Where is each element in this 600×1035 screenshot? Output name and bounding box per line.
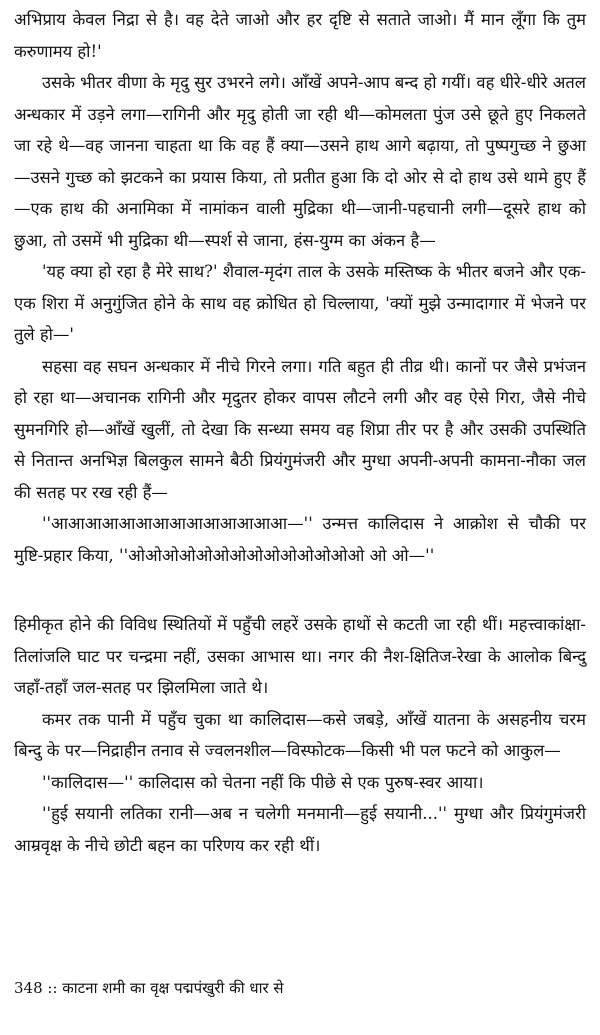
page-footer: 348 :: काटना शमी का वृक्ष पद्मपंखुरी की धार से <box>14 979 284 997</box>
paragraph-veena: उसके भीतर वीणा के मृदु सुर उभरने लगे। आँखें अपने-आप बन्द हो गयीं। वह धीरे-धीरे अतल अन्धकार में उड़ने लगा—रागिनी और मृदु होती जा रही थी—कोमलता पुंज उसे छूते हुए निकलते जा रहे थे—वह जानना चाहता था कि वह हैं क्या—उसने हाथ आगे बढ़ाया, तो पुष्पगुच्छ ने छुआ—उसने गुच्छ को झटकने का प्रयास किया, तो प्रतीत हुआ कि दो ओर से दो हाथ उसे थामे हुए हैं—एक हाथ की अनामिका में नामांकन वाली मुद्रिका थी—जानी-पहचानी लगी—दूसरे हाथ को छुआ, तो उसमें भी मुद्रिका थी—स्पर्श से जाना, हंस-युग्म का अंकन है— <box>14 73 586 250</box>
paragraph-voice: ''कालिदास—'' कालिदास को चेतना नहीं कि पीछे से एक पुरुष-स्वर आया। <box>42 772 484 792</box>
paragraph-outcry: ''आआआआआआआआआआआआआआ—'' उन्मत्त कालिदास ने आक्रोश से चौकी पर मुष्टि-प्रहार किया, ''ओओओओओओओओओओओओओओ ओ ओ—'' <box>14 514 586 565</box>
paragraph-continuation: अभिप्राय केवल निद्रा से है। वह देते जाओ और हर दृष्टि से सताते जाओ। मैं मान लूँगा कि तुम करुणामय हो!' <box>14 10 586 61</box>
paragraph-song: ''हुई सयानी लतिका रानी—अब न चलेगी मनमानी—हुई सयानी...'' मुग्धा और प्रियंगुमंजरी आम्रवृक्ष के नीचे छोटी बहन का परिणय कर रही थीं। <box>14 804 586 855</box>
book-page <box>14 4 586 1024</box>
paragraph-waves: हिमीकृत होने की विविध स्थितियों में पहुँची लहरें उसके हाथों से कटती जा रही थीं। महत्त्वाकांक्षा-तिलांजलि घाट पर चन्द्रमा नहीं, उसका आभास था। नगर की नैश-क्षितिज-रेखा के आलोक बिन्दु जहाँ-तहाँ जल-सतह पर झिलमिला जाते थे। <box>14 615 586 697</box>
section-break <box>14 571 586 609</box>
paragraph-dialogue: 'यह क्या हो रहा है मेरे साथ?' शैवाल-मृदंग ताल के उसके मस्तिष्क के भीतर बजने और एक-एक शिरा में अनुगुंजित होने के साथ वह क्रोधित हो चिल्लाया, 'क्यों मुझे उन्मादागार में भेजने पर तुले हो—' <box>14 262 586 344</box>
paragraph-waist-deep: कमर तक पानी में पहुँच चुका था कालिदास—कसे जबड़े, आँखें यातना के असहनीय चरम बिन्दु के पर—निद्राहीन तनाव से ज्वलनशील—विस्फोटक—किसी भी पल फटने को आकुल— <box>14 709 586 760</box>
paragraph-falling: सहसा वह सघन अन्धकार में नीचे गिरने लगा। गति बहुत ही तीव्र थी। कानों पर जैसे प्रभंजन हो रहा था—अचानक रागिनी और मृदुतर होकर वापस लौटने लगी और वह ऐसे गिरा, जैसे नीचे सुमनगिरि हो—आँखें खुलीं, तो देखा कि सन्ध्या समय वह शिप्रा तीर पर है और उसकी उपस्थिति से नितान्त अनभिज्ञ बिलकुल सामने बैठी प्रियंगुमंजरी और मुग्धा अपनी-अपनी कामना-नौका जल की सतह पर रख रही हैं— <box>14 356 586 502</box>
